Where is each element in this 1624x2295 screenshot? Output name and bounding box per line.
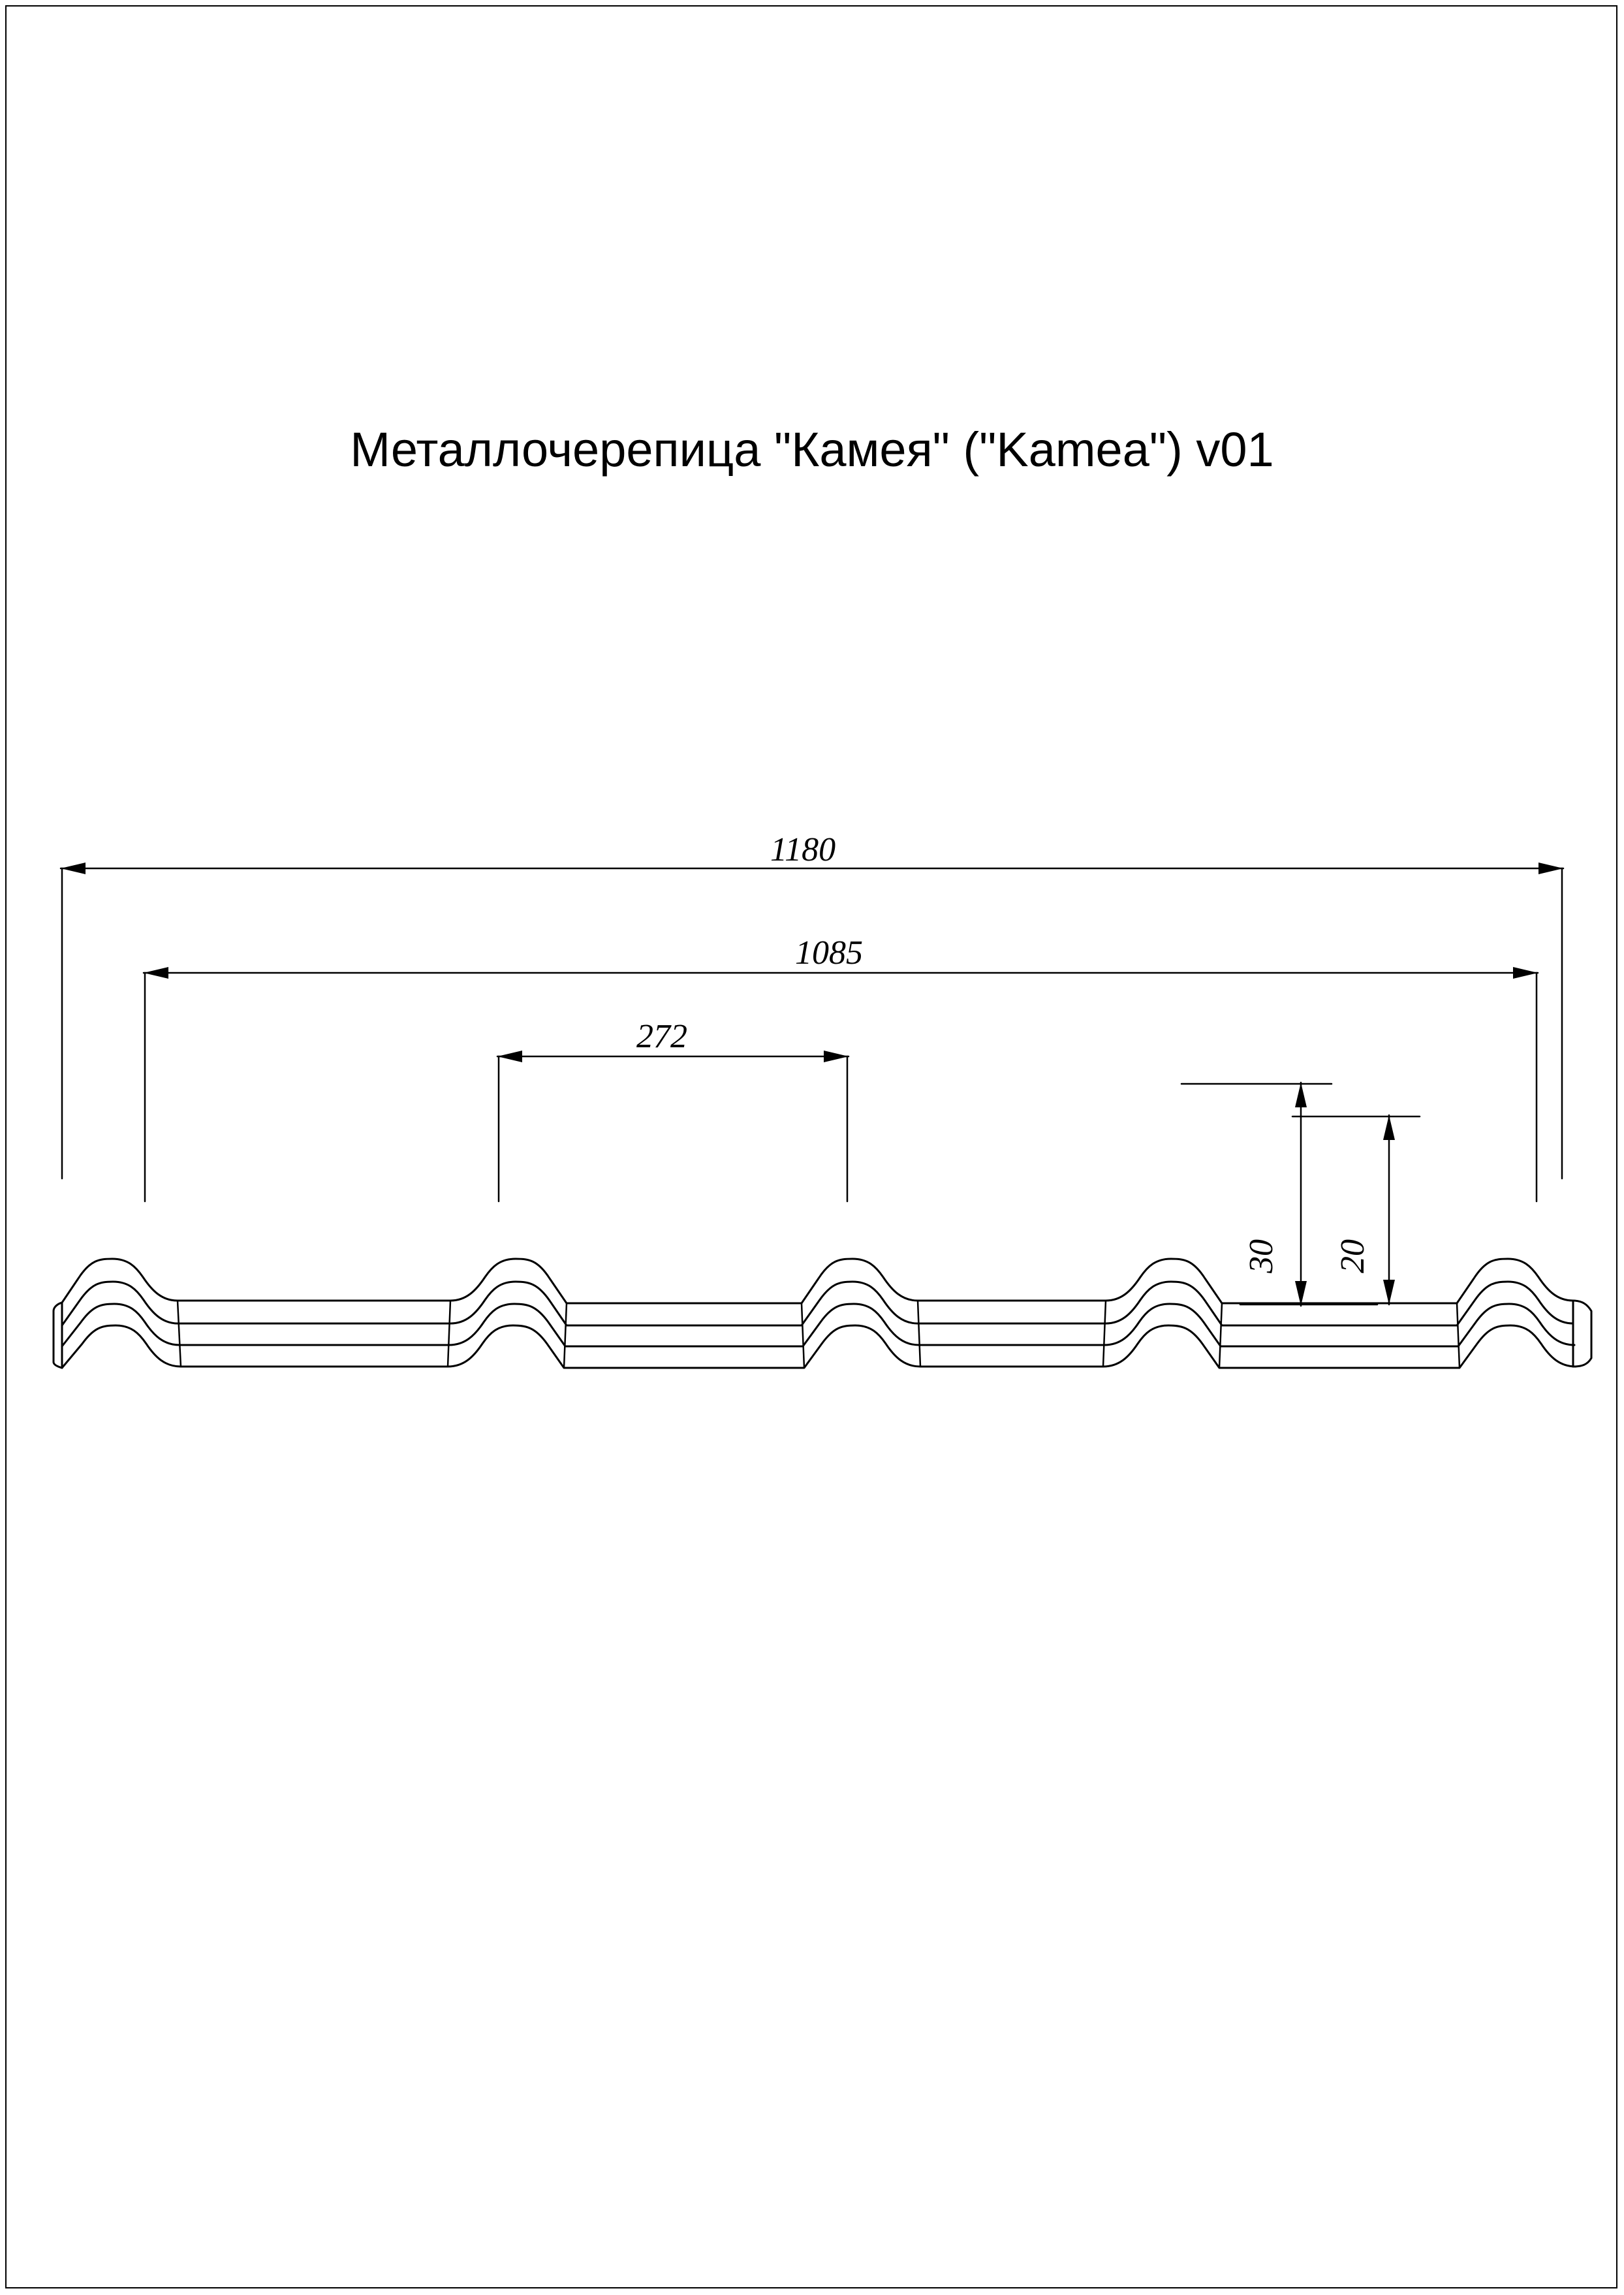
profile-rib-ticks: [178, 1301, 1460, 1368]
profile-right-edge: [1573, 1301, 1591, 1367]
page-title: Металлочерепица "Камея" ("Kamea") v01: [350, 422, 1274, 477]
dimension-label-30: 30: [1243, 1239, 1280, 1273]
dimension-20: [1292, 1115, 1420, 1305]
dimension-label-272: 272: [636, 1018, 687, 1055]
dimension-label-1180: 1180: [770, 831, 836, 868]
dimension-label-20: 20: [1334, 1239, 1371, 1273]
dimension-label-1085: 1085: [795, 934, 863, 972]
profile-drawing: [0, 810, 1624, 1397]
dimension-1180: [61, 863, 1563, 1179]
profile-left-edge: [54, 1303, 62, 1368]
dimension-272: [497, 1051, 849, 1201]
profile-svg: [0, 810, 1624, 1397]
